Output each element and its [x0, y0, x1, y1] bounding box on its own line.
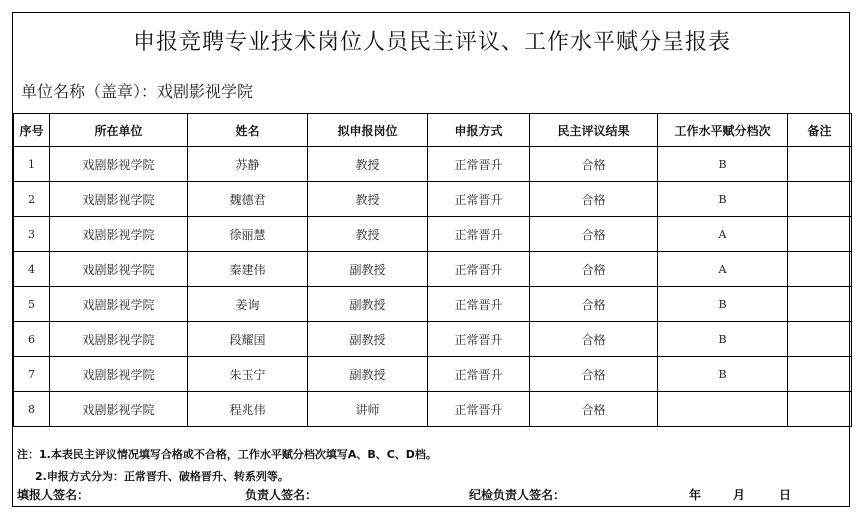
cell-evaluation: 合格 [530, 147, 658, 182]
cell-position: 教授 [308, 182, 428, 217]
cell-position: 副教授 [308, 357, 428, 392]
header-seq: 序号 [14, 114, 50, 147]
cell-grade [658, 392, 788, 427]
report-form [12, 12, 850, 507]
cell-remarks [788, 182, 852, 217]
cell-seq: 7 [14, 357, 50, 392]
cell-unit: 戏剧影视学院 [50, 147, 188, 182]
cell-method: 正常晋升 [428, 357, 530, 392]
cell-position: 副教授 [308, 287, 428, 322]
cell-unit: 戏剧影视学院 [50, 357, 188, 392]
cell-evaluation: 合格 [530, 357, 658, 392]
cell-seq: 3 [14, 217, 50, 252]
cell-method: 正常晋升 [428, 287, 530, 322]
cell-name: 秦建伟 [188, 252, 308, 287]
cell-unit: 戏剧影视学院 [50, 287, 188, 322]
cell-method: 正常晋升 [428, 252, 530, 287]
cell-grade: B [658, 357, 788, 392]
cell-method: 正常晋升 [428, 322, 530, 357]
signature-row [13, 484, 851, 504]
cell-remarks [788, 287, 852, 322]
cell-method: 正常晋升 [428, 182, 530, 217]
table-row [14, 357, 852, 392]
cell-grade: A [658, 217, 788, 252]
header-grade: 工作水平赋分档次 [658, 114, 788, 147]
cell-position: 教授 [308, 217, 428, 252]
table-row [14, 217, 852, 252]
cell-evaluation: 合格 [530, 392, 658, 427]
cell-remarks [788, 147, 852, 182]
table-row [14, 252, 852, 287]
cell-unit: 戏剧影视学院 [50, 182, 188, 217]
cell-unit: 戏剧影视学院 [50, 217, 188, 252]
filler-signature-label: 填报人签名： [17, 488, 90, 502]
inspector-signature-label: 纪检负责人签名： [469, 488, 566, 502]
cell-grade: B [658, 182, 788, 217]
cell-evaluation: 合格 [530, 182, 658, 217]
cell-grade: B [658, 287, 788, 322]
cell-grade: B [658, 147, 788, 182]
table-row [14, 147, 852, 182]
cell-evaluation: 合格 [530, 287, 658, 322]
table-body [14, 147, 852, 427]
evaluation-table [13, 113, 852, 427]
cell-position: 副教授 [308, 322, 428, 357]
date-month-label: 月 [733, 488, 746, 502]
cell-evaluation: 合格 [530, 252, 658, 287]
cell-name: 苏静 [188, 147, 308, 182]
table-row [14, 182, 852, 217]
cell-seq: 4 [14, 252, 50, 287]
cell-name: 魏德君 [188, 182, 308, 217]
cell-position: 讲师 [308, 392, 428, 427]
cell-grade: B [658, 322, 788, 357]
table-row [14, 287, 852, 322]
cell-name: 徐丽慧 [188, 217, 308, 252]
date-year-label: 年 [689, 488, 702, 502]
cell-remarks [788, 252, 852, 287]
form-title: 申报竞聘专业技术岗位人员民主评议、工作水平赋分呈报表 [132, 30, 731, 55]
cell-seq: 6 [14, 322, 50, 357]
header-evaluation: 民主评议结果 [530, 114, 658, 147]
date-day-label: 日 [779, 488, 792, 502]
header-position: 拟申报岗位 [308, 114, 428, 147]
cell-position: 副教授 [308, 252, 428, 287]
cell-method: 正常晋升 [428, 392, 530, 427]
cell-remarks [788, 357, 852, 392]
manager-signature-label: 负责人签名： [245, 488, 318, 502]
cell-method: 正常晋升 [428, 147, 530, 182]
cell-seq: 8 [14, 392, 50, 427]
table-header-row [14, 114, 852, 147]
cell-name: 程兆伟 [188, 392, 308, 427]
cell-unit: 戏剧影视学院 [50, 252, 188, 287]
header-remarks: 备注 [788, 114, 852, 147]
note-line-2: 2.申报方式分为：正常晋升、破格晋升、转系列等。 [35, 470, 289, 483]
cell-seq: 1 [14, 147, 50, 182]
unit-name-line: 单位名称（盖章）：戏剧影视学院 [21, 82, 254, 101]
cell-seq: 2 [14, 182, 50, 217]
cell-unit: 戏剧影视学院 [50, 392, 188, 427]
header-name: 姓名 [188, 114, 308, 147]
note-line-1: 注：1.本表民主评议情况填写合格或不合格，工作水平赋分档次填写A、B、C、D档。 [17, 448, 437, 461]
cell-evaluation: 合格 [530, 217, 658, 252]
cell-remarks [788, 322, 852, 357]
cell-grade: A [658, 252, 788, 287]
cell-name: 朱玉宁 [188, 357, 308, 392]
cell-remarks [788, 392, 852, 427]
cell-method: 正常晋升 [428, 217, 530, 252]
header-unit: 所在单位 [50, 114, 188, 147]
cell-seq: 5 [14, 287, 50, 322]
header-method: 申报方式 [428, 114, 530, 147]
cell-evaluation: 合格 [530, 322, 658, 357]
table-row [14, 392, 852, 427]
cell-remarks [788, 217, 852, 252]
table-row [14, 322, 852, 357]
cell-unit: 戏剧影视学院 [50, 322, 188, 357]
cell-name: 段耀国 [188, 322, 308, 357]
cell-name: 姜询 [188, 287, 308, 322]
cell-position: 教授 [308, 147, 428, 182]
